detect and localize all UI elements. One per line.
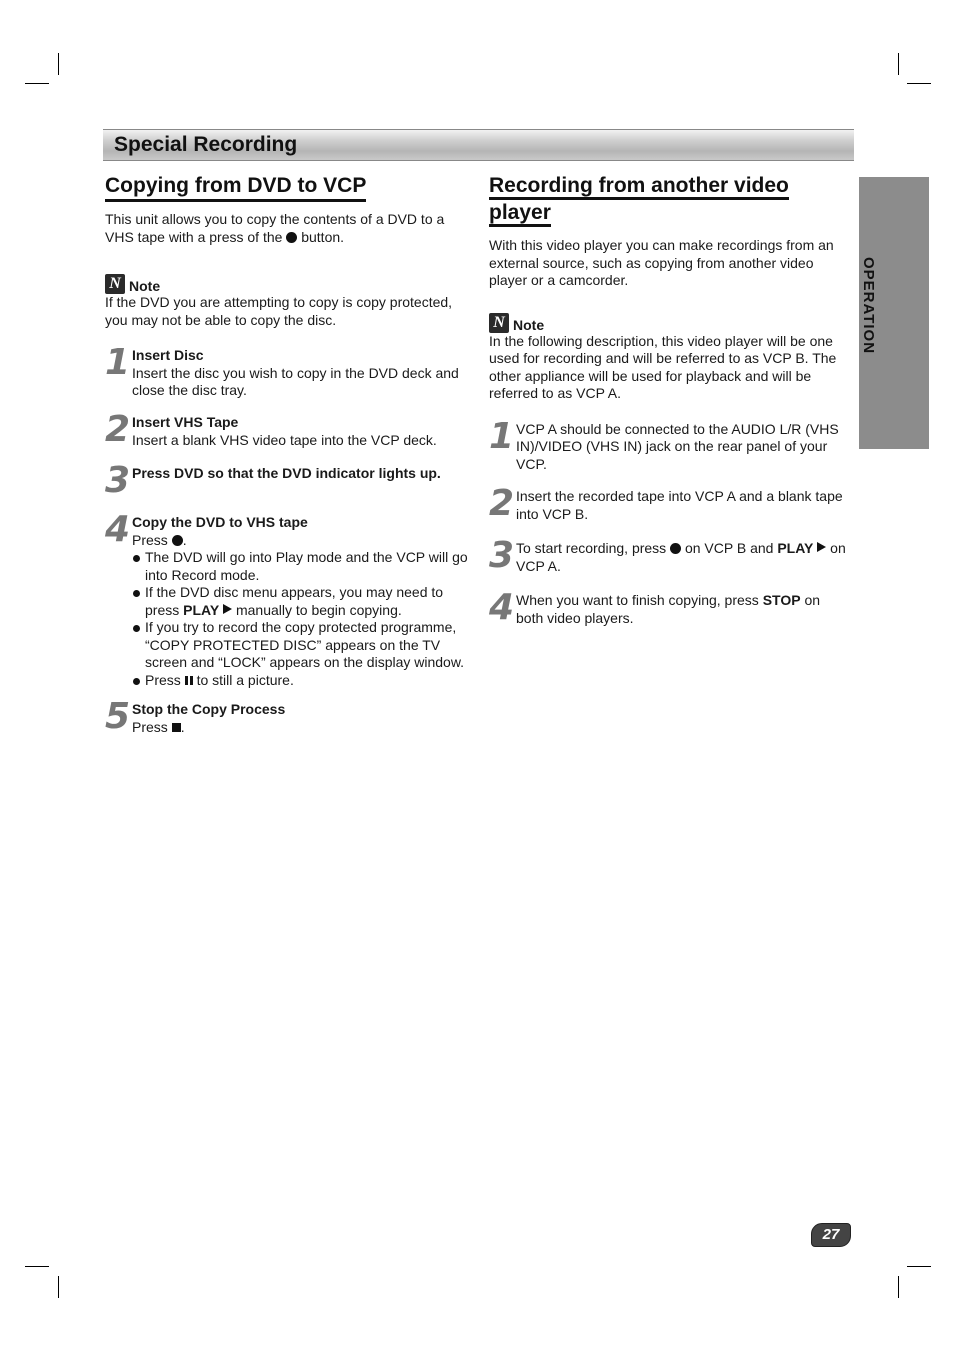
- crop-mark: [907, 1266, 931, 1267]
- step-text-a: To start recording, press: [516, 540, 667, 556]
- right-step-4: [489, 587, 851, 628]
- step-text-c: on VCP A.: [516, 540, 846, 574]
- left-heading: Copying from DVD to VCP: [105, 172, 366, 202]
- step-text: Insert the disc you wish to copy in the DVD deck and close the disc tray.: [132, 364, 459, 398]
- step-number: 2: [489, 483, 515, 524]
- step-number: 2: [105, 408, 131, 450]
- left-note-header: [105, 274, 470, 294]
- right-heading: [489, 172, 851, 226]
- bullet-item: The DVD will go into Play mode and the VCP will go into Record mode.: [132, 549, 470, 584]
- section-title: Special Recording: [114, 133, 298, 156]
- play-icon: [223, 604, 232, 614]
- left-step-3: [105, 459, 470, 501]
- step-title: Press DVD so that the DVD indicator lights up.: [132, 464, 441, 481]
- step-text-a: When you want to finish copying, press: [516, 592, 759, 608]
- section-banner: [103, 129, 854, 161]
- bullet-item: [132, 672, 470, 690]
- right-heading-line-2: player: [489, 201, 551, 227]
- press-text: Press: [132, 531, 168, 548]
- step-text: [516, 592, 851, 627]
- period: .: [182, 531, 187, 548]
- bullet-item: [132, 584, 470, 619]
- bullet-text: Press: [145, 671, 181, 688]
- play-icon: [817, 542, 826, 552]
- step-text: [516, 540, 851, 575]
- step-text-b: on both video players.: [516, 592, 821, 626]
- note-icon: N: [489, 313, 509, 333]
- step-number: 4: [105, 509, 131, 550]
- record-icon: [670, 543, 681, 554]
- side-tab-label: OPERATION: [860, 257, 877, 355]
- left-intro-text-end: button.: [301, 228, 345, 245]
- step-press: [132, 719, 470, 737]
- stop-icon: [172, 723, 181, 732]
- left-intro: [105, 211, 470, 246]
- stop-label: STOP: [762, 592, 801, 608]
- step-number: 5: [105, 696, 131, 737]
- crop-mark: [898, 1276, 899, 1298]
- bullet-text-end: to still a picture.: [196, 671, 294, 688]
- play-label: PLAY: [777, 540, 814, 556]
- left-intro-text: This unit allows you to copy the contents of a DVD to a VHS tape with a press of the: [105, 211, 445, 245]
- step-title: Insert Disc: [132, 347, 204, 363]
- left-note-text: If the DVD you are attempting to copy is copy protected, you may not be able to copy the disc.: [105, 294, 453, 328]
- step-text: Insert the recorded tape into VCP A and a blank tape into VCP B.: [516, 488, 843, 522]
- record-icon: [172, 535, 183, 546]
- step-text: Insert a blank VHS video tape into the VCP deck.: [132, 432, 437, 448]
- right-note-header: [489, 313, 851, 333]
- step-number: 3: [489, 535, 515, 576]
- left-note-label: Note: [129, 278, 161, 294]
- right-step-3: [489, 535, 851, 576]
- crop-mark: [58, 53, 59, 75]
- bullet-text-end: manually to begin copying.: [235, 601, 402, 618]
- step-bullets: [132, 549, 470, 689]
- play-label: PLAY: [183, 601, 220, 618]
- press-text: Press: [132, 718, 168, 735]
- record-icon: [286, 232, 297, 243]
- right-heading-line-1: Recording from another video: [489, 174, 789, 200]
- period: .: [180, 718, 185, 735]
- right-column: [489, 172, 851, 627]
- left-step-5: [105, 696, 470, 737]
- step-title: Insert VHS Tape: [132, 413, 239, 430]
- bullet-text: If the DVD disc menu appears, you may need to press: [145, 584, 444, 618]
- crop-mark: [58, 1276, 59, 1298]
- crop-mark: [898, 53, 899, 75]
- right-intro: With this video player you can make recordings from an external source, such as copying from another video player or a camcorder.: [489, 237, 834, 288]
- crop-mark: [907, 83, 931, 84]
- step-title: Copy the DVD to VHS tape: [132, 514, 308, 530]
- crop-mark: [25, 83, 49, 84]
- step-press: [132, 532, 470, 550]
- pause-icon: [185, 676, 193, 685]
- step-number: 3: [105, 459, 131, 501]
- page-number: 27: [811, 1223, 851, 1247]
- note-icon: N: [105, 274, 125, 294]
- step-number: 1: [105, 342, 131, 383]
- left-column: [105, 172, 470, 736]
- right-note-text: In the following description, this video player will be one used for recording and will be referred to as VCP B. The other appliance will be used for playback and will be referred to as VCP A.: [489, 332, 837, 401]
- side-tab: [859, 177, 929, 449]
- left-step-1: [105, 342, 470, 400]
- right-step-2: [489, 483, 851, 524]
- step-title: Stop the Copy Process: [132, 701, 286, 717]
- right-note-label: Note: [513, 316, 545, 333]
- step-number: 4: [489, 587, 515, 628]
- right-step-1: [489, 415, 851, 474]
- step-text: VCP A should be connected to the AUDIO L/R (VHS IN)/VIDEO (VHS IN) jack on the rear panel of your VCP.: [516, 420, 839, 472]
- bullet-item: If you try to record the copy protected programme, “COPY PROTECTED DISC” appears on the TV screen and “LOCK” appears on the display window.: [132, 619, 470, 672]
- crop-mark: [25, 1266, 49, 1267]
- step-number: 1: [489, 415, 515, 457]
- step-text-b: on VCP B and: [684, 540, 774, 556]
- left-step-4: [105, 509, 470, 689]
- left-step-2: [105, 408, 470, 450]
